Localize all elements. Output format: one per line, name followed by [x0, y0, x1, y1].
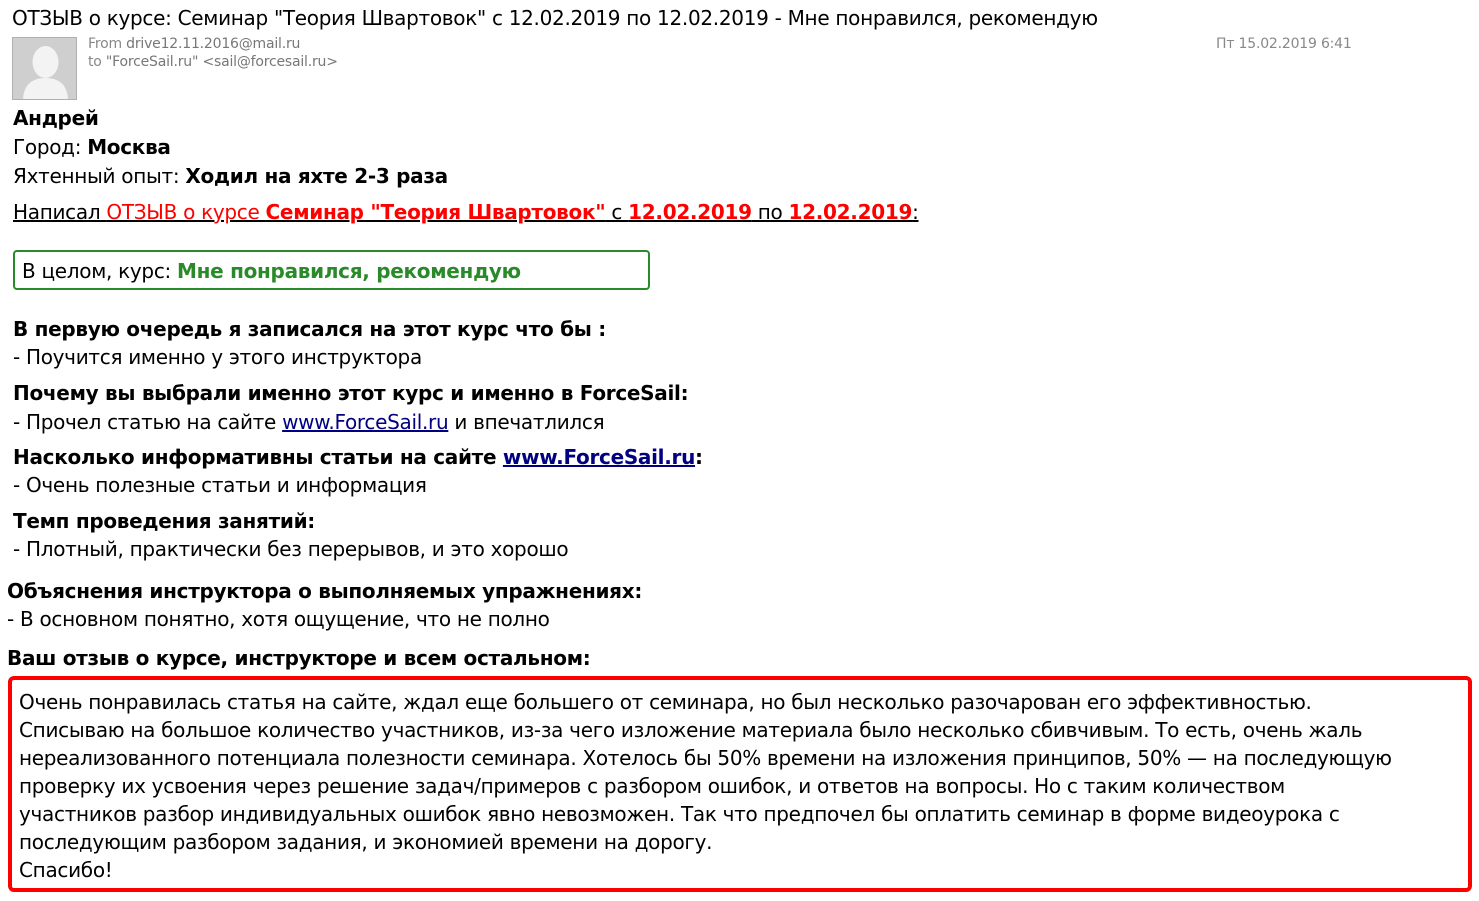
heading-suffix: : [912, 200, 919, 224]
city-label: Город: [13, 135, 88, 159]
email-subject: ОТЗЫВ о курсе: Семинар "Теория Швартовок" с 12.02.2019 по 12.02.2019 - Мне понравился, рекомендую [12, 6, 1098, 30]
forcesail-link-heading[interactable]: www.ForceSail.ru [502, 445, 696, 469]
from-address[interactable]: drive12.11.2016@mail.ru [126, 36, 301, 52]
experience-label: Яхтенный опыт: [13, 164, 186, 188]
answer-2 [13, 409, 604, 435]
question-3-suffix: : [695, 445, 703, 469]
forcesail-link[interactable]: www.ForceSail.ru [282, 410, 449, 434]
question-1: В первую очередь я записался на этот курс что бы : [13, 317, 606, 341]
wrote-prefix: Написал [13, 200, 107, 224]
to-line [88, 53, 338, 71]
to-address[interactable]: "ForceSail.ru" <sail@forcesail.ru> [105, 54, 338, 70]
from-line [88, 35, 300, 53]
author-city [13, 133, 171, 162]
answer-4: - Плотный, практически без перерывов, и это хорошо [13, 537, 569, 561]
date-to: 12.02.2019 [788, 200, 913, 224]
question-3 [13, 444, 703, 470]
review-heading [13, 198, 919, 227]
overall-rating-box [13, 250, 650, 290]
review-line: нереализованного потенциала полезности семинара. Хотелось бы 50% времени на изложения принципов, 50% — на последующую [19, 746, 1392, 770]
city-value: Москва [87, 135, 171, 159]
person-silhouette-icon [13, 38, 77, 100]
answer-5: - В основном понятно, хотя ощущение, что не полно [7, 607, 550, 631]
to-word: по [751, 200, 789, 224]
review-line: Списываю на большое количество участников, из-за чего изложение материала было несколько сбивчивым. То есть, очень жаль [19, 718, 1363, 742]
author-experience [13, 162, 448, 191]
review-text-box [8, 676, 1472, 892]
sender-avatar [12, 37, 77, 100]
from-label: From [88, 36, 122, 52]
overall-value: Мне понравился, рекомендую [177, 259, 521, 283]
review-line: Очень понравилась статья на сайте, ждал еще большего от семинара, но был несколько разочарован его эффективностью. [19, 690, 1312, 714]
email-date: Пт 15.02.2019 6:41 [1216, 36, 1352, 52]
review-line: участников разбор индивидуальных ошибок явно невозможен. Так что предпочел бы оплатить семинар в форме видеоурока с [19, 802, 1340, 826]
answer-2-suffix: и впечатлился [448, 410, 605, 434]
overall-label: В целом, курс: [22, 259, 178, 283]
answer-3: - Очень полезные статьи и информация [13, 473, 427, 497]
question-6: Ваш отзыв о курсе, инструкторе и всем остальном: [7, 646, 591, 670]
question-2: Почему вы выбрали именно этот курс и именно в ForceSail: [13, 381, 689, 405]
from-word: с [605, 200, 629, 224]
question-4: Темп проведения занятий: [13, 509, 315, 533]
experience-value: Ходил на яхте 2-3 раза [185, 164, 448, 188]
review-line: последующим разбором задания, и экономией времени на дорогу. [19, 830, 713, 854]
question-3-prefix: Насколько информативны статьи на сайте [13, 445, 503, 469]
author-name: Андрей [13, 106, 99, 130]
answer-2-prefix: - Прочел статью на сайте [13, 410, 283, 434]
date-from: 12.02.2019 [628, 200, 752, 224]
course-name: Семинар "Теория Швартовок" [265, 200, 606, 224]
review-word: ОТЗЫВ о курсе [106, 200, 266, 224]
to-label: to [88, 54, 102, 70]
answer-1: - Поучится именно у этого инструктора [13, 345, 422, 369]
question-5: Объяснения инструктора о выполняемых упражнениях: [7, 579, 643, 603]
review-line: Спасибо! [19, 858, 113, 882]
review-line: проверку их усвоения через решение задач/примеров с разбором ошибок, и ответов на вопросы. Но с таким количеством [19, 774, 1285, 798]
